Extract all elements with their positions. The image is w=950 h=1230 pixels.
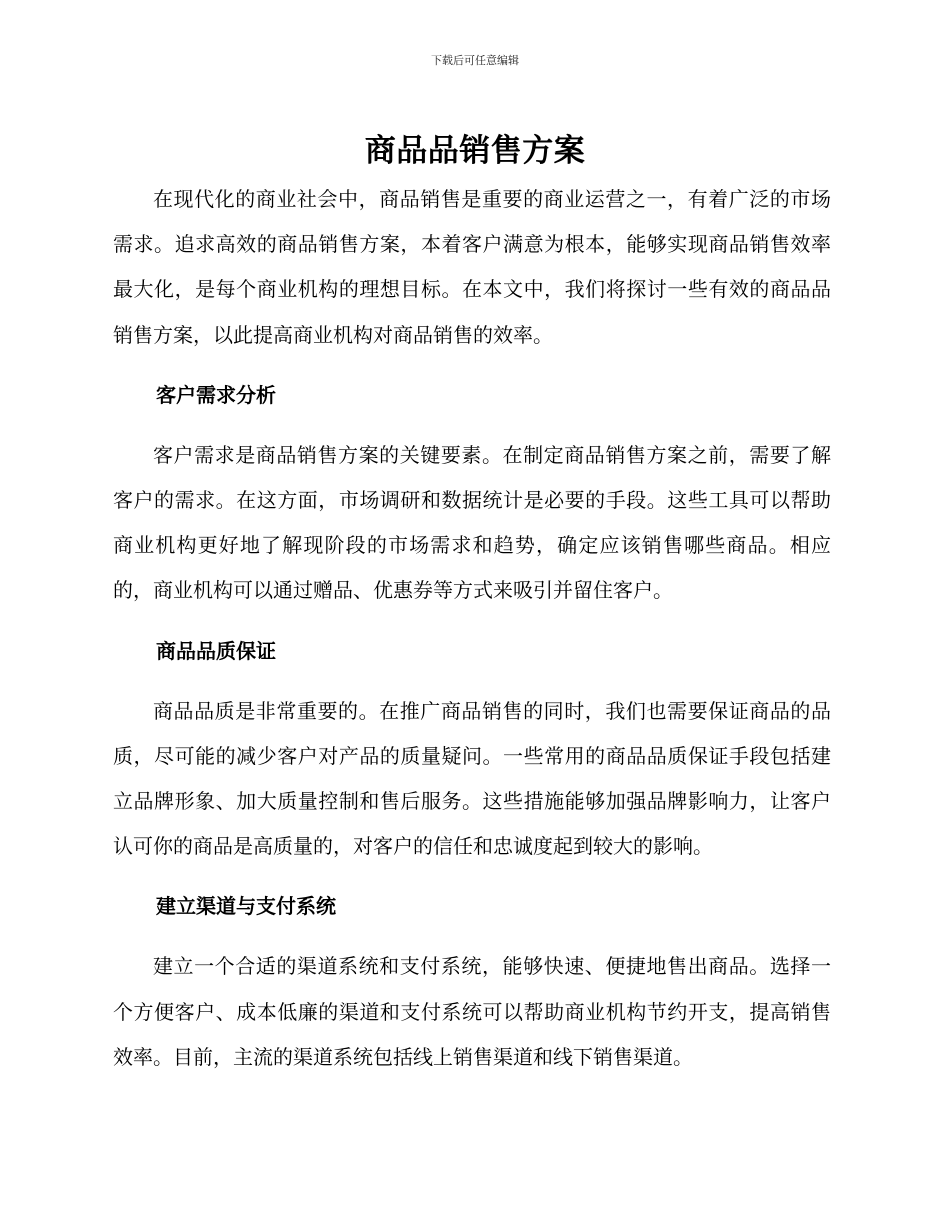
page-header: 下载后可任意编辑 xyxy=(431,54,519,67)
section-paragraph-channels-payment: 建立一个合适的渠道系统和支付系统，能够快速、便捷地售出商品。选择一个方便客户、成本低廉的渠道和支付系统可以帮助商业机构节约开支，提高销售效率。目前，主流的渠道系统包括线上销售渠道和线下销售渠道。 xyxy=(113,954,831,1069)
intro-paragraph: 在现代化的商业社会中，商品销售是重要的商业运营之一，有着广泛的市场需求。追求高效的商品销售方案，本着客户满意为根本，能够实现商品销售效率最大化，是每个商业机构的理想目标。在本文中，我们将探讨一些有效的商品品销售方案，以此提高商业机构对商品销售的效率。 xyxy=(113,187,831,347)
document-title: 商品品销售方案 xyxy=(364,133,586,169)
section-heading-quality-assurance: 商品品质保证 xyxy=(156,638,276,663)
section-heading-channels-payment: 建立渠道与支付系统 xyxy=(156,894,336,919)
section-paragraph-customer-needs: 客户需求是商品销售方案的关键要素。在制定商品销售方案之前，需要了解客户的需求。在这方面，市场调研和数据统计是必要的手段。这些工具可以帮助商业机构更好地了解现阶段的市场需求和趋势，确定应该销售哪些商品。相应的，商业机构可以通过赠品、优惠券等方式来吸引并留住客户。 xyxy=(113,442,831,603)
section-heading-customer-needs: 客户需求分析 xyxy=(156,382,276,407)
section-paragraph-quality-assurance: 商品品质是非常重要的。在推广商品销售的同时，我们也需要保证商品的品质，尽可能的减少客户对产品的质量疑问。一些常用的商品品质保证手段包括建立品牌形象、加大质量控制和售后服务。这些措施能够加强品牌影响力，让客户认可你的商品是高质量的，对客户的信任和忠诚度起到较大的影响。 xyxy=(113,698,831,859)
document-body xyxy=(113,177,831,1080)
